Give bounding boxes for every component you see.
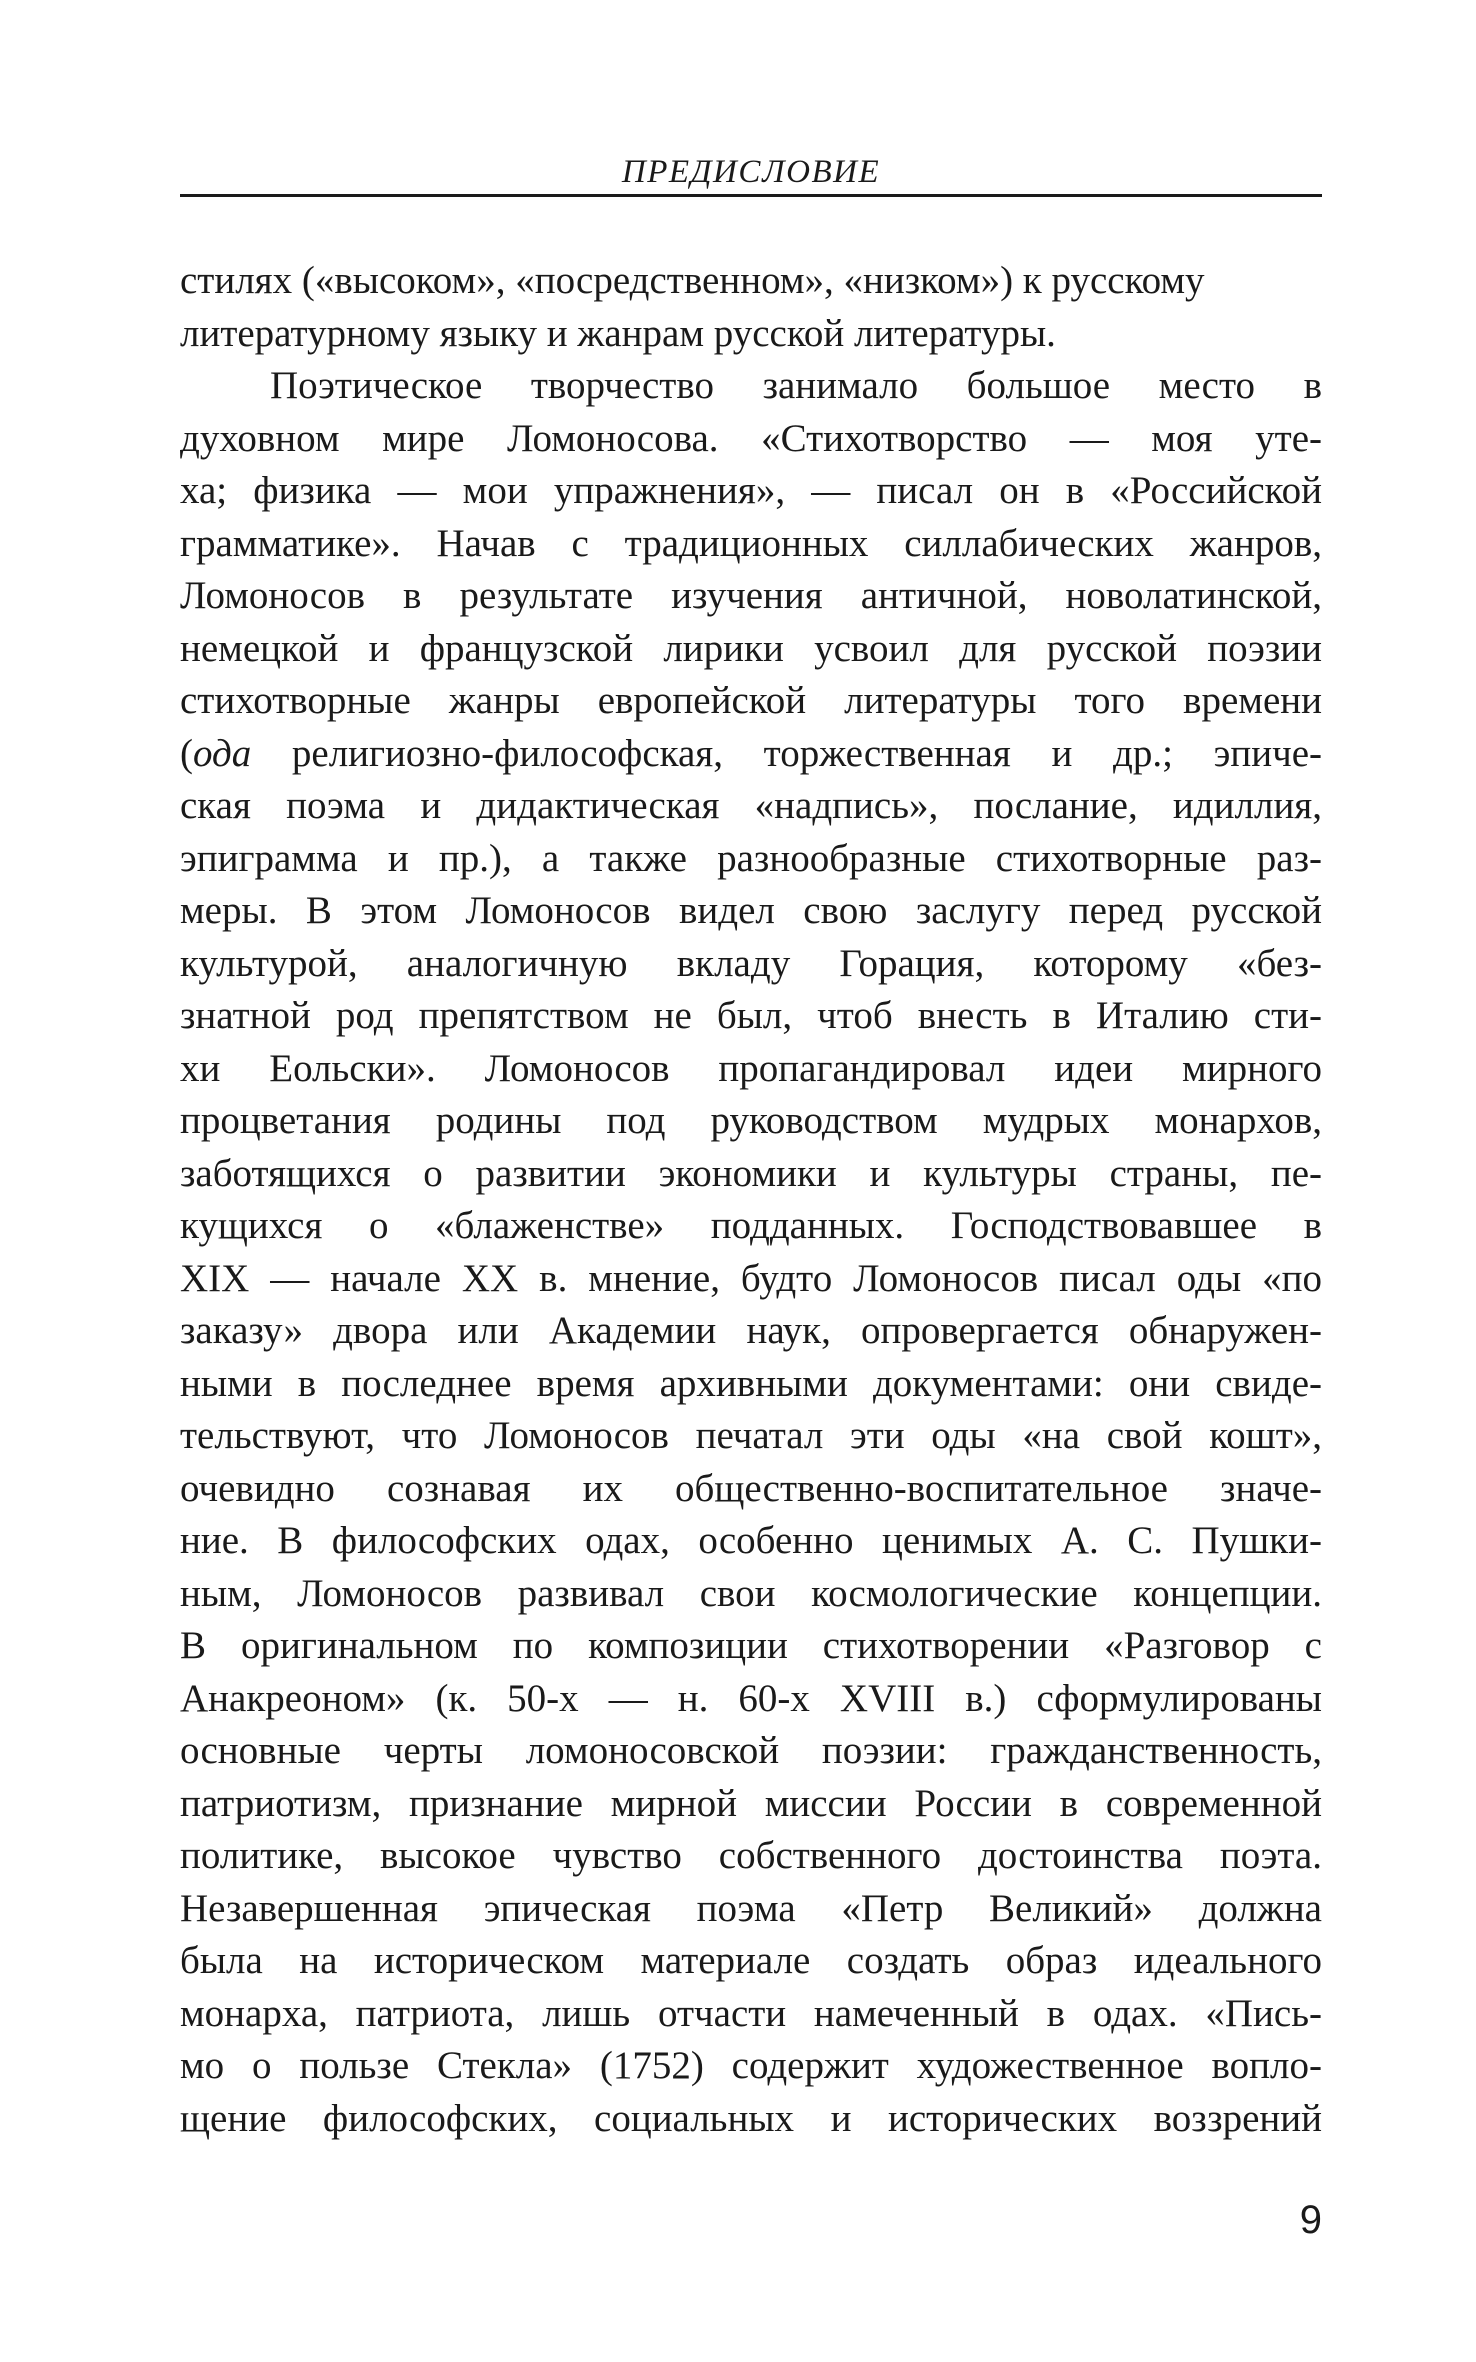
text-line: Ломоносов в результате изучения античной, новолатинской,	[180, 574, 1322, 617]
text-line: ным, Ломоносов развивал свои космологические концепции.	[180, 1571, 1322, 1615]
text-line: основные черты ломоносовской поэзии: гражданственность,	[180, 1729, 1322, 1772]
text-line: грамматике». Начав с традиционных силлабических жанров,	[180, 521, 1322, 565]
text-line: (ода религиозно-философская, торжественная и др.; эпиче-	[180, 731, 1322, 775]
text-line: заботящихся о развитии экономики и культуры страны, пе-	[180, 1151, 1322, 1195]
text-line: процветания родины под руководством мудрых монархов,	[180, 1099, 1322, 1142]
text-line: стилях («высоком», «посредственном», «низком») к русскому	[180, 259, 1205, 302]
text-line: меры. В этом Ломоносов видел свою заслугу перед русской	[180, 889, 1322, 932]
text-line: патриотизм, признание мирной миссии России в современной	[180, 1781, 1322, 1825]
text-line: заказу» двора или Академии наук, опровергается обнаружен-	[180, 1309, 1322, 1352]
text-line: духовном мире Ломоносова. «Стихотворство — моя уте-	[180, 416, 1322, 460]
text-line: XIX — начале XX в. мнение, будто Ломоносов писал оды «по	[180, 1256, 1322, 1300]
text-line: ха; физика — мои упражнения», — писал он в «Российской	[180, 469, 1322, 512]
text-line: Анакреоном» (к. 50-х — н. 60-х XVIII в.) сформулированы	[180, 1676, 1322, 1720]
text-line: ская поэма и дидактическая «надпись», послание, идиллия,	[180, 784, 1322, 827]
text-line: очевидно сознавая их общественно-воспитательное значе-	[180, 1466, 1322, 1510]
text-line: немецкой и французской лирики усвоил для русской поэзии	[180, 626, 1322, 670]
text-line: знатной род препятством не был, чтоб внесть в Италию сти-	[180, 994, 1322, 1037]
text-line: В оригинальном по композиции стихотворении «Разговор с	[180, 1624, 1322, 1667]
emphasis-term: ода	[193, 731, 252, 775]
text-line: была на историческом материале создать образ идеального	[180, 1939, 1322, 1982]
text-line: мо о пользе Стекла» (1752) содержит художественное вопло-	[180, 2044, 1322, 2087]
running-title: ПРЕДИСЛОВИЕ	[621, 154, 881, 190]
text-line: ными в последнее время архивными документами: они свиде-	[180, 1361, 1322, 1405]
text-line: кущихся о «блаженстве» подданных. Господствовавшее в	[180, 1204, 1322, 1247]
text-line: Незавершенная эпическая поэма «Петр Великий» должна	[180, 1886, 1322, 1930]
text-line: политике, высокое чувство собственного достоинства поэта.	[180, 1834, 1322, 1877]
text-line: щение философских, социальных и исторических воззрений	[180, 2096, 1322, 2140]
body-text	[180, 255, 1322, 2145]
page-number: 9	[1299, 2198, 1322, 2242]
text-line: эпиграмма и пр.), а также разнообразные стихотворные раз-	[180, 836, 1322, 880]
text-line: Поэтическое творчество занимало большое место в	[270, 364, 1322, 407]
text-line: ние. В философских одах, особенно ценимых А. С. Пушки-	[180, 1519, 1322, 1562]
text-line: тельствуют, что Ломоносов печатал эти оды «на свой кошт»,	[180, 1414, 1322, 1457]
running-header	[180, 150, 1322, 197]
text-line: литературному языку и жанрам русской литературы.	[180, 311, 1056, 355]
text-line: стихотворные жанры европейской литературы того времени	[180, 679, 1322, 722]
text-line: монарха, патриота, лишь отчасти намеченный в одах. «Пись-	[180, 1991, 1322, 2035]
text-line: хи Еольски». Ломоносов пропагандировал идеи мирного	[180, 1046, 1322, 1090]
text-line: культурой, аналогичную вкладу Горация, которому «без-	[180, 941, 1322, 985]
